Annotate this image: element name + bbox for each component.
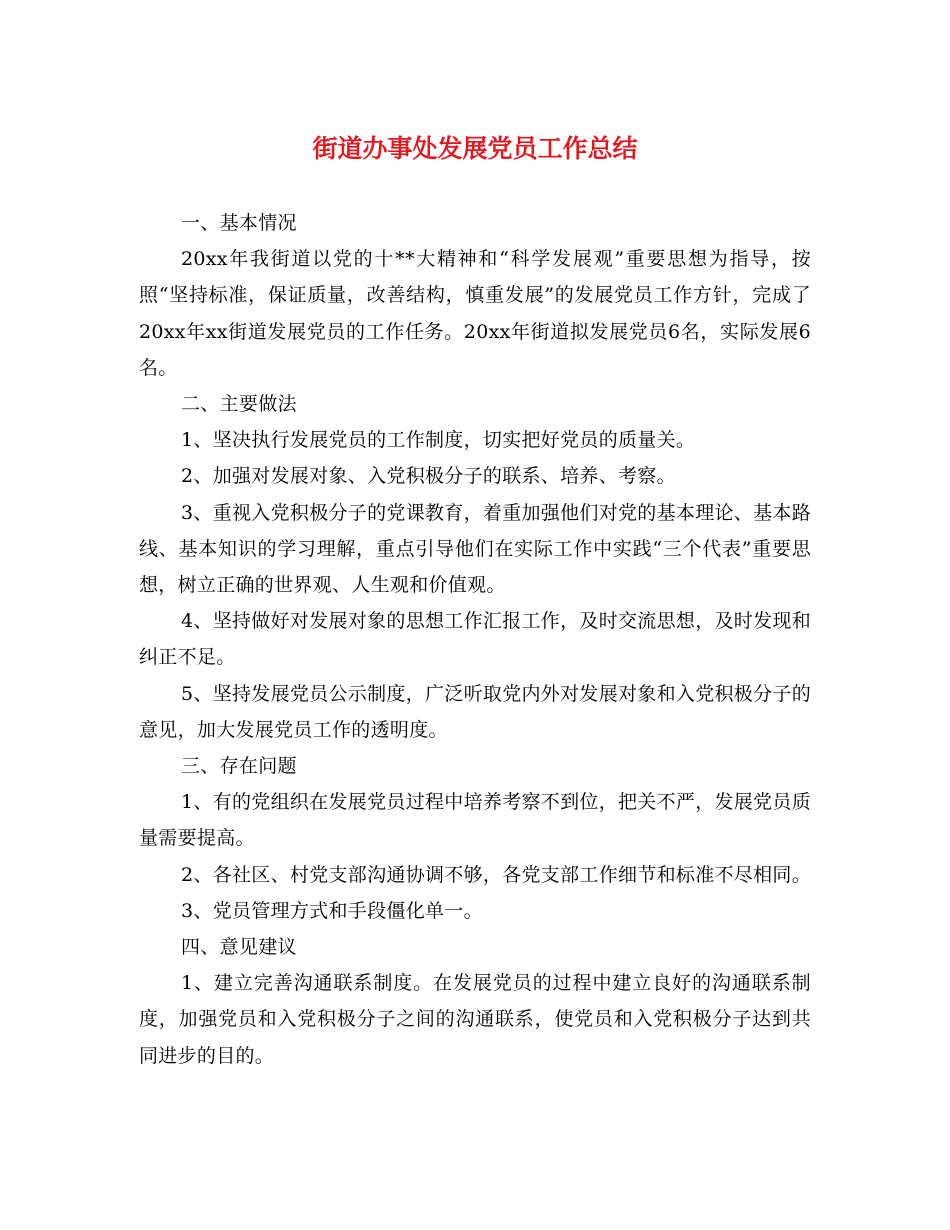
section-heading-basic-situation: 一、基本情况 [181,212,297,234]
paragraph-problem-1: 1、有的党组织在发展党员过程中培养考察不到位，把关不严，发展党员质量需要提高。 [139,791,811,850]
paragraph-practice-4: 4、坚持做好对发展对象的思想工作汇报工作，及时交流思想，及时发现和纠正不足。 [139,610,811,669]
paragraph-practice-1: 1、坚决执行发展党员的工作制度，切实把好党员的质量关。 [181,429,696,452]
paragraph-suggestion-1: 1、建立完善沟通联系制度。在发展党员的过程中建立良好的沟通联系制度，加强党员和入党积极分子之间的沟通联系，使党员和入党积极分子达到共同进步的目的。 [139,972,811,1067]
paragraph-basic-situation: 20xx年我街道以党的十**大精神和“科学发展观”重要思想为指导，按照“坚持标准，保证质量，改善结构，慎重发展”的发展党员工作方针，完成了20xx年xx街道发展党员的工作任务。20xx年街道拟发展党员6名，实际发展6名。 [139,248,811,379]
section-heading-problems: 三、存在问题 [181,755,297,778]
paragraph-practice-3: 3、重视入党积极分子的党课教育，着重加强他们对党的基本理论、基本路线、基本知识的学习理解，重点引导他们在实际工作中实践“三个代表”重要思想，树立正确的世界观、人生观和价值观。 [139,501,811,597]
paragraph-problem-2: 2、各社区、村党支部沟通协调不够，各党支部工作细节和标准不尽相同。 [181,863,811,886]
paragraph-practice-2: 2、加强对发展对象、入党积极分子的联系、培养、考察。 [181,465,676,488]
document-page [139,0,811,1230]
paragraph-problem-3: 3、党员管理方式和手段僵化单一。 [181,899,483,922]
paragraph-practice-5: 5、坚持发展党员公示制度，广泛听取党内外对发展对象和入党积极分子的意见，加大发展党员工作的透明度。 [139,682,811,741]
document-body [139,205,811,1074]
section-heading-suggestions: 四、意见建议 [181,936,297,959]
document-title: 街道办事处发展党员工作总结 [312,134,638,163]
section-heading-main-practices: 二、主要做法 [181,393,297,416]
